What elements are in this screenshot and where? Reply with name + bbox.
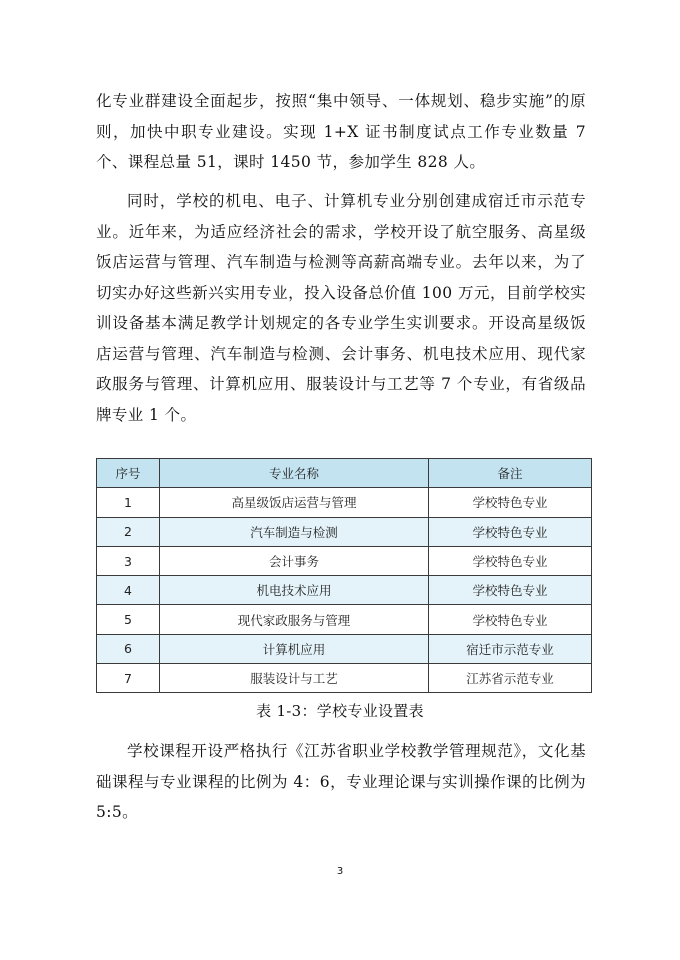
cell-major-name: 机电技术应用 (160, 576, 429, 605)
cell-number: 7 (97, 664, 160, 693)
cell-note: 学校特色专业 (429, 488, 592, 517)
cell-note: 学校特色专业 (429, 546, 592, 575)
cell-major-name: 计算机应用 (160, 634, 429, 663)
cell-note: 江苏省示范专业 (429, 664, 592, 693)
header-major-name: 专业名称 (160, 459, 429, 488)
table-row (97, 576, 592, 605)
table-row (97, 664, 592, 693)
cell-note: 宿迁市示范专业 (429, 634, 592, 663)
header-note: 备注 (429, 459, 592, 488)
table-row (97, 517, 592, 546)
cell-major-name: 高星级饭店运营与管理 (160, 488, 429, 517)
page-number: 3 (336, 866, 344, 877)
majors-table (96, 458, 592, 693)
table-caption: 表 1-3：学校专业设置表 (256, 702, 424, 720)
cell-major-name: 服装设计与工艺 (160, 664, 429, 693)
cell-number: 3 (97, 546, 160, 575)
cell-number: 2 (97, 517, 160, 546)
cell-number: 4 (97, 576, 160, 605)
paragraph-2: 同时，学校的机电、电子、计算机专业分别创建成宿迁市示范专业。近年来，为适应经济社会的需求，学校开设了航空服务、高星级饭店运营与管理、汽车制造与检测等高薪高端专业。去年以来，为了切实办好这些新兴实用专业，投入设备总价值 100 万元，目前学校实训设备基本满足教学计划规定的各专业学生实训要求。开设高星级饭店运营与管理、汽车制造与检测、会计事务、机电技术应用、现代家政服务与管理、计算机应用、服装设计与工艺等 7 个专业，有省级品牌专业 1 个。 (96, 192, 586, 424)
cell-major-name: 现代家政服务与管理 (160, 605, 429, 634)
table-header-row (97, 459, 592, 488)
table-row (97, 488, 592, 517)
cell-major-name: 会计事务 (160, 546, 429, 575)
cell-major-name: 汽车制造与检测 (160, 517, 429, 546)
cell-note: 学校特色专业 (429, 605, 592, 634)
table-row (97, 634, 592, 663)
paragraph-1: 化专业群建设全面起步，按照“集中领导、一体规划、稳步实施”的原则，加快中职专业建设。实现 1+X 证书制度试点工作专业数量 7 个、课程总量 51，课时 1450 节，参加学生 828 人。 (96, 92, 586, 171)
paragraph-3: 学校课程开设严格执行《江苏省职业学校教学管理规范》，文化基础课程与专业课程的比例为 4：6，专业理论课与实训操作课的比例为 5:5。 (96, 742, 586, 821)
table-row (97, 605, 592, 634)
cell-note: 学校特色专业 (429, 517, 592, 546)
cell-number: 6 (97, 634, 160, 663)
header-number: 序号 (97, 459, 160, 488)
cell-number: 5 (97, 605, 160, 634)
cell-number: 1 (97, 488, 160, 517)
cell-note: 学校特色专业 (429, 576, 592, 605)
table-row (97, 546, 592, 575)
